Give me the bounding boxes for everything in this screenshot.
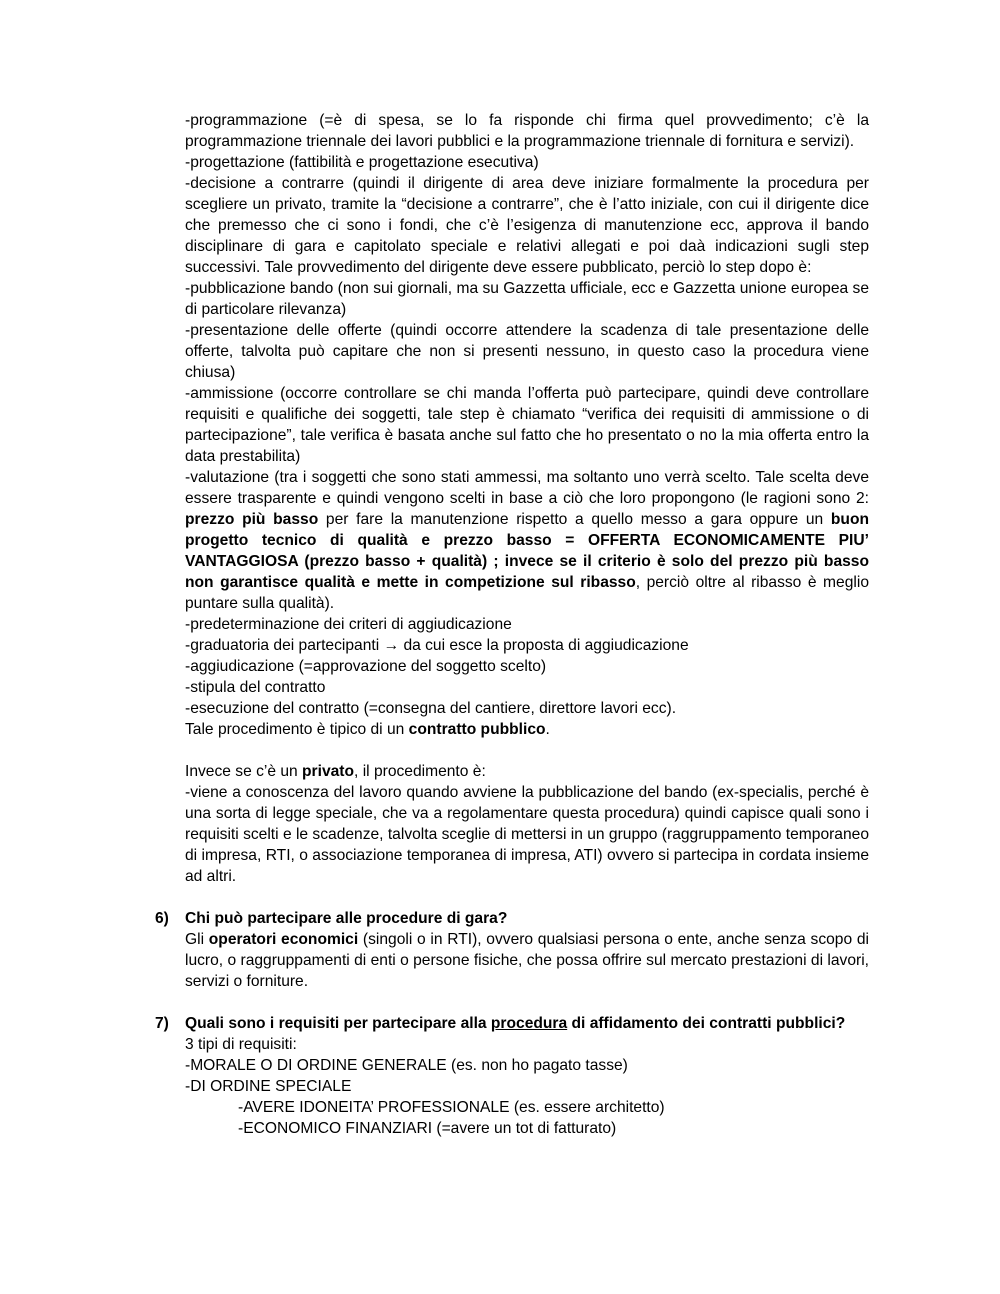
valutazione-bold-2: buon progetto tecnico di qualità e prezzo basso = OFFERTA ECONOMICAMENTE PIU’ VANTAGGIOSA (prezzo basso + qualità) ; invece se il criterio è solo del prezzo più basso non garantisce qualità e mette in competizione sul ribasso <box>185 511 869 591</box>
paragraph-predeterminazione: -predeterminazione dei criteri di aggiudicazione <box>185 616 512 633</box>
paragraph-conoscenza-lavoro: -viene a conoscenza del lavoro quando avviene la pubblicazione del bando (ex-specialis, perché è una sorta di legge speciale, che va a regolamentare questa procedura) quindi capisce quali sono i requisiti scelti e le scadenze, talvolta sceglie di mettersi in un gruppo (raggruppamento temporaneo di impresa, RTI, o associazione temporanea di impresa, ATI) ovvero si partecipa in cordata insieme ad altri. <box>185 784 869 885</box>
paragraph-progettazione: -progettazione (fattibilità e progettazione esecutiva) <box>185 154 539 171</box>
question-6 <box>155 908 869 992</box>
paragraph-pubblicazione-bando: -pubblicazione bando (non sui giornali, ma su Gazzetta ufficiale, ecc e Gazzetta unione europea se di particolare rilevanza) <box>185 280 869 318</box>
contratto-text-2: . <box>545 721 550 738</box>
question-number: 7) <box>155 1015 169 1032</box>
contratto-text-1: Tale procedimento è tipico di un <box>185 721 409 738</box>
spacer <box>185 740 869 761</box>
question-7-title-1: Quali sono i requisiti per partecipare alla <box>185 1015 491 1032</box>
question-number: 6) <box>155 910 169 927</box>
privato-bold: privato <box>302 763 355 780</box>
paragraph-graduatoria <box>185 635 869 656</box>
requisito-morale: -MORALE O DI ORDINE GENERALE (es. non ho pagato tasse) <box>185 1057 628 1074</box>
paragraph-esecuzione: -esecuzione del contratto (=consegna del cantiere, direttore lavori ecc). <box>185 700 677 717</box>
paragraph-decisione-a-contrarre: -decisione a contrarre (quindi il dirigente di area deve iniziare formalmente la procedura per scegliere un privato, tramite la “decisione a contrarre”, che è l’atto iniziale, con cui il dirigente dice che premesso che ci sono i fondi, che c’è l’esigenza di manutenzione ecc, approva il bando disciplinare di gara e capitolato speciale e relativi allegati e poi daà indicazioni sugli step successivi. Tale provvedimento del dirigente deve essere pubblicato, perciò lo step dopo è: <box>185 175 869 276</box>
paragraph-valutazione <box>185 467 869 614</box>
valutazione-text-3: , perciò oltre al ribasso è meglio puntare sulla qualità). <box>185 574 869 612</box>
question-answer <box>185 929 869 992</box>
paragraph-presentazione-offerte: -presentazione delle offerte (quindi occorre attendere la scadenza di tale presentazione delle offerte, talvolta può capitare che non si presenti nessuno, in questo caso la procedura viene chiusa) <box>185 322 869 381</box>
requisito-speciale: -DI ORDINE SPECIALE <box>185 1078 352 1095</box>
paragraph-programmazione: -programmazione (=è di spesa, se lo fa risponde chi firma quel provvedimento; c’è la programmazione triennale dei lavori pubblici e la programmazione triennale di fornitura e servizi). <box>185 112 869 150</box>
paragraph-stipula: -stipula del contratto <box>185 679 326 696</box>
valutazione-text-2: per fare la manutenzione rispetto a quello messo a gara oppure un <box>318 511 831 528</box>
graduatoria-text-2: da cui esce la proposta di aggiudicazione <box>399 637 689 654</box>
graduatoria-text-1: -graduatoria dei partecipanti <box>185 637 384 654</box>
privato-text-2: , il procedimento è: <box>354 763 486 780</box>
spacer <box>185 992 869 1013</box>
requisiti-intro: 3 tipi di requisiti: <box>185 1036 297 1053</box>
paragraph-privato <box>185 761 869 782</box>
paragraph-aggiudicazione: -aggiudicazione (=approvazione del soggetto scelto) <box>185 658 547 675</box>
requisito-economico: -ECONOMICO FINANZIARI (=avere un tot di fatturato) <box>238 1120 617 1137</box>
question-7 <box>155 1013 869 1139</box>
requisito-idoneita: -AVERE IDONEITA’ PROFESSIONALE (es. essere architetto) <box>238 1099 665 1116</box>
question-6-title: Chi può partecipare alle procedure di gara? <box>185 910 508 927</box>
answer-bold: operatori economici <box>208 931 359 948</box>
question-7-title-underlined: procedura <box>490 1015 568 1032</box>
question-7-title-2: di affidamento dei contratti pubblici? <box>567 1015 846 1032</box>
valutazione-text-1: -valutazione (tra i soggetti che sono stati ammessi, ma soltanto uno verrà scelto. Tale scelta deve essere trasparente e quindi vengono scelti in base a ciò che loro propongono (le ragioni sono 2: <box>185 469 869 507</box>
valutazione-bold-1: prezzo più basso <box>185 511 319 528</box>
contratto-bold: contratto pubblico <box>408 721 546 738</box>
answer-text-1: Gli <box>185 931 209 948</box>
paragraph-contratto-pubblico <box>185 719 869 740</box>
question-title <box>185 908 869 929</box>
privato-text-1: Invece se c’è un <box>185 763 303 780</box>
arrow-right-icon: → <box>383 637 400 654</box>
spacer <box>185 887 869 908</box>
document-body <box>155 110 869 1139</box>
paragraph-ammissione: -ammissione (occorre controllare se chi manda l’offerta può partecipare, quindi deve controllare requisiti e qualifiche dei soggetti, tale step è chiamato “verifica dei requisiti di ammissione o di partecipazione”, tale verifica è basata anche sul fatto che ho presentato o no la mia offerta entro la data prestabilita) <box>185 385 869 465</box>
answer-text-2: (singoli o in RTI), ovvero qualsiasi persona o ente, anche senza scopo di lucro, o raggruppamenti di enti o persone fisiche, che possa offrire sul mercato prestazioni di lavori, servizi o forniture. <box>185 931 869 990</box>
question-title <box>185 1013 869 1034</box>
